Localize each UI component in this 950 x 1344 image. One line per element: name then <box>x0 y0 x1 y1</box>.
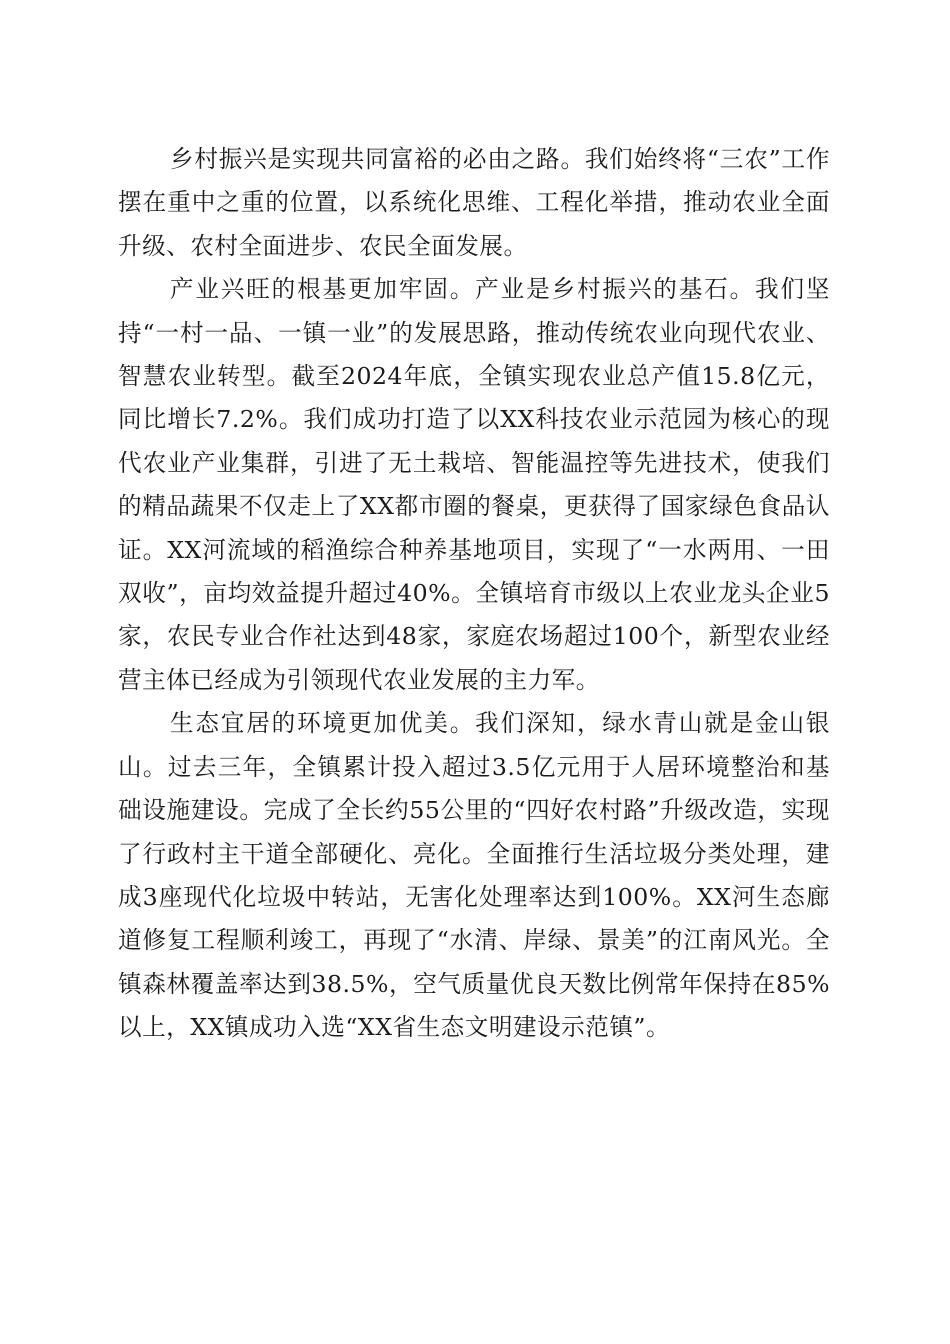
paragraph-rural-revitalization: 乡村振兴是实现共同富裕的必由之路。我们始终将“三农”工作摆在重中之重的位置，以系统化思维、工程化举措，推动农业全面升级、农村全面进步、农民全面发展。 <box>118 145 830 260</box>
document-body <box>118 138 830 1050</box>
paragraph-ecological-livability: 生态宜居的环境更加优美。我们深知，绿水青山就是金山银山。过去三年，全镇累计投入超过3.5亿元用于人居环境整治和基础设施建设。完成了全长约55公里的“四好农村路”升级改造，实现了行政村主干道全部硬化、亮化。全面推行生活垃圾分类处理，建成3座现代化垃圾中转站，无害化处理率达到100%。XX河生态廊道修复工程顺利竣工，再现了“水清、岸绿、景美”的江南风光。全镇森林覆盖率达到38.5%，空气质量优良天数比例常年保持在85%以上，XX镇成功入选“XX省生态文明建设示范镇”。 <box>118 709 830 1042</box>
paragraph-industry-prosperity: 产业兴旺的根基更加牢固。产业是乡村振兴的基石。我们坚持“一村一品、一镇一业”的发展思路，推动传统农业向现代农业、智慧农业转型。截至2024年底，全镇实现农业总产值15.8亿元，同比增长7.2%。我们成功打造了以XX科技农业示范园为核心的现代农业产业集群，引进了无土栽培、智能温控等先进技术，使我们的精品蔬果不仅走上了XX都市圈的餐桌，更获得了国家绿色食品认证。XX河流域的稻渔综合种养基地项目，实现了“一水两用、一田双收”，亩均效益提升超过40%。全镇培育市级以上农业龙头企业5家，农民专业合作社达到48家，家庭农场超过100个，新型农业经营主体已经成为引领现代农业发展的主力军。 <box>118 275 830 694</box>
